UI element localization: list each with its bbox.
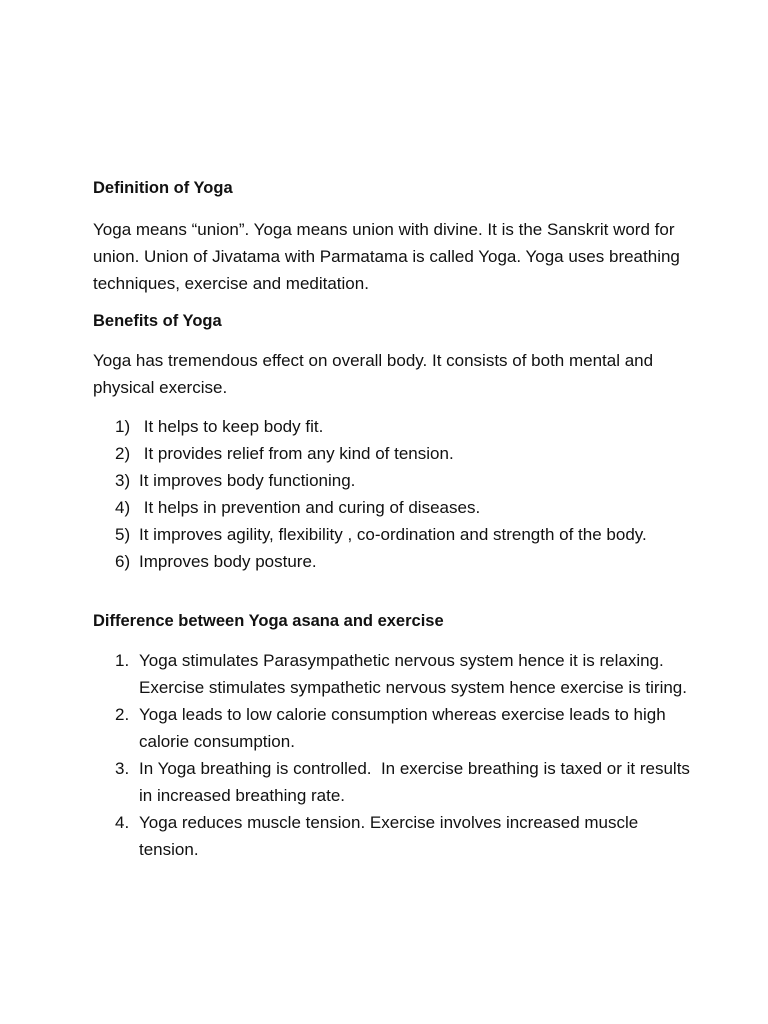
list-item (93, 809, 693, 863)
list-item (93, 548, 693, 575)
list-item (93, 701, 693, 755)
list-item (93, 413, 693, 440)
list-item-number: 4) (115, 498, 131, 517)
list-item (93, 521, 693, 548)
list-item (93, 647, 693, 701)
list-item-number: 3) (115, 471, 131, 490)
list-item-text: It improves agility, flexibility , co-ordination and strength of the body. (139, 525, 647, 544)
list-item-number: 2) (115, 444, 131, 463)
definition-paragraph: Yoga means “union”. Yoga means union with divine. It is the Sanskrit word for union. Union of Jivatama with Parmatama is called Yoga. Yoga uses breathing techniques, exercise and meditation. (93, 220, 680, 293)
list-item-text: Yoga leads to low calorie consumption whereas exercise leads to high calorie consumption. (139, 705, 666, 751)
list-item (93, 467, 693, 494)
list-item-number: 5) (115, 525, 131, 544)
list-item-number: 1) (115, 417, 131, 436)
list-item-text: In Yoga breathing is controlled. In exercise breathing is taxed or it results in increased breathing rate. (139, 759, 695, 805)
difference-heading: Difference between Yoga asana and exercise (93, 612, 444, 630)
list-item-number: 6) (115, 552, 131, 571)
list-item-text: Yoga stimulates Parasympathetic nervous system hence it is relaxing. Exercise stimulates sympathetic nervous system hence exercise is tiring. (139, 651, 687, 697)
benefits-paragraph: Yoga has tremendous effect on overall body. It consists of both mental and physical exercise. (93, 351, 654, 397)
list-item-number: 3. (115, 759, 130, 778)
definition-heading: Definition of Yoga (93, 179, 233, 197)
list-item-text: It improves body functioning. (139, 471, 356, 490)
list-item (93, 755, 693, 809)
difference-list (93, 647, 693, 863)
list-item-text: It provides relief from any kind of tension. (139, 444, 454, 463)
list-item-number: 4. (115, 813, 130, 832)
list-item-number: 1. (115, 651, 130, 670)
benefits-list (93, 413, 693, 575)
document-page (93, 176, 693, 863)
list-item-number: 2. (115, 705, 130, 724)
list-item (93, 494, 693, 521)
benefits-heading: Benefits of Yoga (93, 312, 222, 330)
list-item-text: Improves body posture. (139, 552, 317, 571)
list-item-text: It helps to keep body fit. (139, 417, 324, 436)
list-item-text: It helps in prevention and curing of diseases. (139, 498, 481, 517)
list-item-text: Yoga reduces muscle tension. Exercise involves increased muscle tension. (139, 813, 639, 859)
list-item (93, 440, 693, 467)
